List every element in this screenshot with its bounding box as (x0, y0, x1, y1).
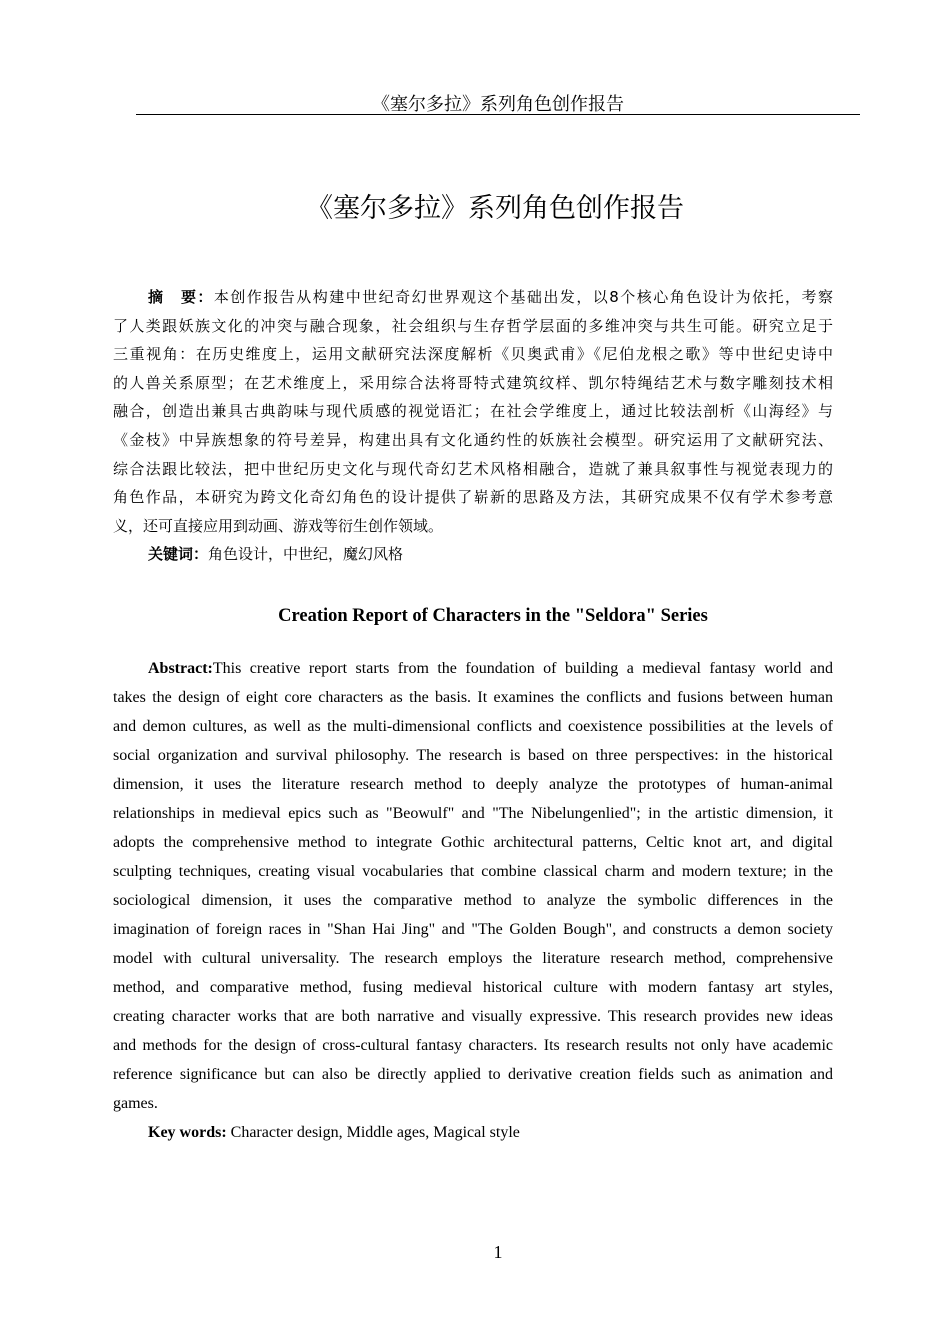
header-rule (136, 114, 860, 115)
abstract-line (113, 799, 833, 828)
abstract-line (113, 1089, 833, 1118)
keywords-text: 角色设计，中世纪，魔幻风格 (208, 545, 404, 564)
abstract-line (113, 397, 833, 426)
abstract-line (113, 770, 833, 799)
abstract-line (113, 1002, 833, 1031)
abstract-text: sculpting techniques, creating visual vocabularies that combine classical charm and modern texture; in the (113, 863, 833, 880)
abstract-text: model with cultural universality. The research employs the literature research method, comprehensive (113, 950, 833, 967)
abstract-line (113, 973, 833, 1002)
abstract-text: 了人类跟妖族文化的冲突与融合现象，社会组织与生存哲学层面的多维冲突与共生可能。研究立足于 (113, 316, 833, 335)
abstract-text: takes the design of eight core characters as the basis. It examines the conflicts and fusions between human (113, 689, 833, 706)
abstract-line (113, 1031, 833, 1060)
abstract-text: creating character works that are both narrative and visually expressive. This research provides new ideas (113, 1008, 833, 1025)
english-abstract (113, 654, 833, 1147)
abstract-line (113, 915, 833, 944)
abstract-line (113, 654, 833, 683)
abstract-text: This creative report starts from the foundation of building a medieval fantasy world and (212, 660, 833, 677)
abstract-text: games. (113, 1095, 158, 1112)
abstract-text: 综合法跟比较法，把中世纪历史文化与现代奇幻艺术风格相融合，造就了兼具叙事性与视觉表现力的 (113, 459, 833, 478)
abstract-text: 角色作品，本研究为跨文化奇幻角色的设计提供了崭新的思路及方法，其研究成果不仅有学术参考意 (113, 488, 833, 507)
abstract-text: relationships in medieval epics such as "Beowulf" and "The Nibelungenlied"; in the artistic dimension, it (113, 805, 833, 822)
abstract-text: 《金枝》中异族想象的符号差异，构建出具有文化通约性的妖族社会模型。研究运用了文献研究法、 (113, 430, 833, 449)
english-title: Creation Report of Characters in the "Seldora" Series (278, 606, 708, 626)
keywords (113, 1118, 833, 1147)
abstract-text: 本创作报告从构建中世纪奇幻世界观这个基础出发，以8个核心角色设计为依托，考察 (213, 288, 833, 306)
abstract-line (113, 455, 833, 484)
abstract-line (113, 1060, 833, 1089)
abstract-text: 的人兽关系原型；在艺术维度上，采用综合法将哥特式建筑纹样、凯尔特绳结艺术与数字雕刻技术相 (113, 373, 833, 392)
abstract-line (113, 857, 833, 886)
abstract-label: 摘 要： (148, 288, 214, 306)
keywords-label: Key words: (148, 1124, 227, 1141)
abstract-line (113, 483, 833, 512)
keywords-label: 关键词： (148, 545, 209, 564)
keywords (113, 540, 833, 569)
abstract-line (113, 712, 833, 741)
abstract-text: and methods for the design of cross-cultural fantasy characters. Its research results not only have academic (113, 1037, 833, 1054)
abstract-text: social organization and survival philosophy. The research is based on three perspectives: in the historical (113, 747, 833, 764)
page-title: 《塞尔多拉》系列角色创作报告 (306, 193, 684, 224)
running-header: 《塞尔多拉》系列角色创作报告 (372, 94, 624, 114)
abstract-text: 义，还可直接应用到动画、游戏等衍生创作领域。 (113, 516, 444, 535)
abstract-line (113, 340, 833, 369)
keywords-text: Character design, Middle ages, Magical style (226, 1124, 520, 1141)
abstract-line (113, 741, 833, 770)
abstract-text: imagination of foreign races in "Shan Hai Jing" and "The Golden Bough", and constructs a demon society (113, 921, 833, 938)
abstract-line (113, 283, 833, 312)
page-number: 1 (493, 1242, 503, 1262)
abstract-text: 三重视角：在历史维度上，运用文献研究法深度解析《贝奥武甫》《尼伯龙根之歌》等中世纪史诗中 (113, 345, 833, 364)
abstract-line (113, 683, 833, 712)
abstract-line (113, 886, 833, 915)
abstract-text: reference significance but can also be directly applied to derivative creation fields such as animation and (113, 1066, 833, 1083)
abstract-text: and demon cultures, as well as the multi-dimensional conflicts and coexistence possibilities at the levels of (113, 718, 833, 735)
abstract-label: Abstract: (148, 660, 213, 677)
abstract-line (113, 312, 833, 341)
chinese-abstract (113, 283, 833, 569)
abstract-text: method, and comparative method, fusing medieval historical culture with modern fantasy art styles, (113, 979, 833, 996)
abstract-text: 融合，创造出兼具古典韵味与现代质感的视觉语汇；在社会学维度上，通过比较法剖析《山海经》与 (113, 402, 833, 421)
abstract-line (113, 426, 833, 455)
abstract-line (113, 944, 833, 973)
abstract-text: sociological dimension, it uses the comparative method to analyze the symbolic differences in the (113, 892, 833, 909)
abstract-line (113, 828, 833, 857)
abstract-text: adopts the comprehensive method to integrate Gothic architectural patterns, Celtic knot art, and digital (113, 834, 833, 851)
abstract-line (113, 512, 833, 541)
abstract-line (113, 369, 833, 398)
abstract-text: dimension, it uses the literature research method to deeply analyze the prototypes of human-animal (113, 776, 833, 793)
